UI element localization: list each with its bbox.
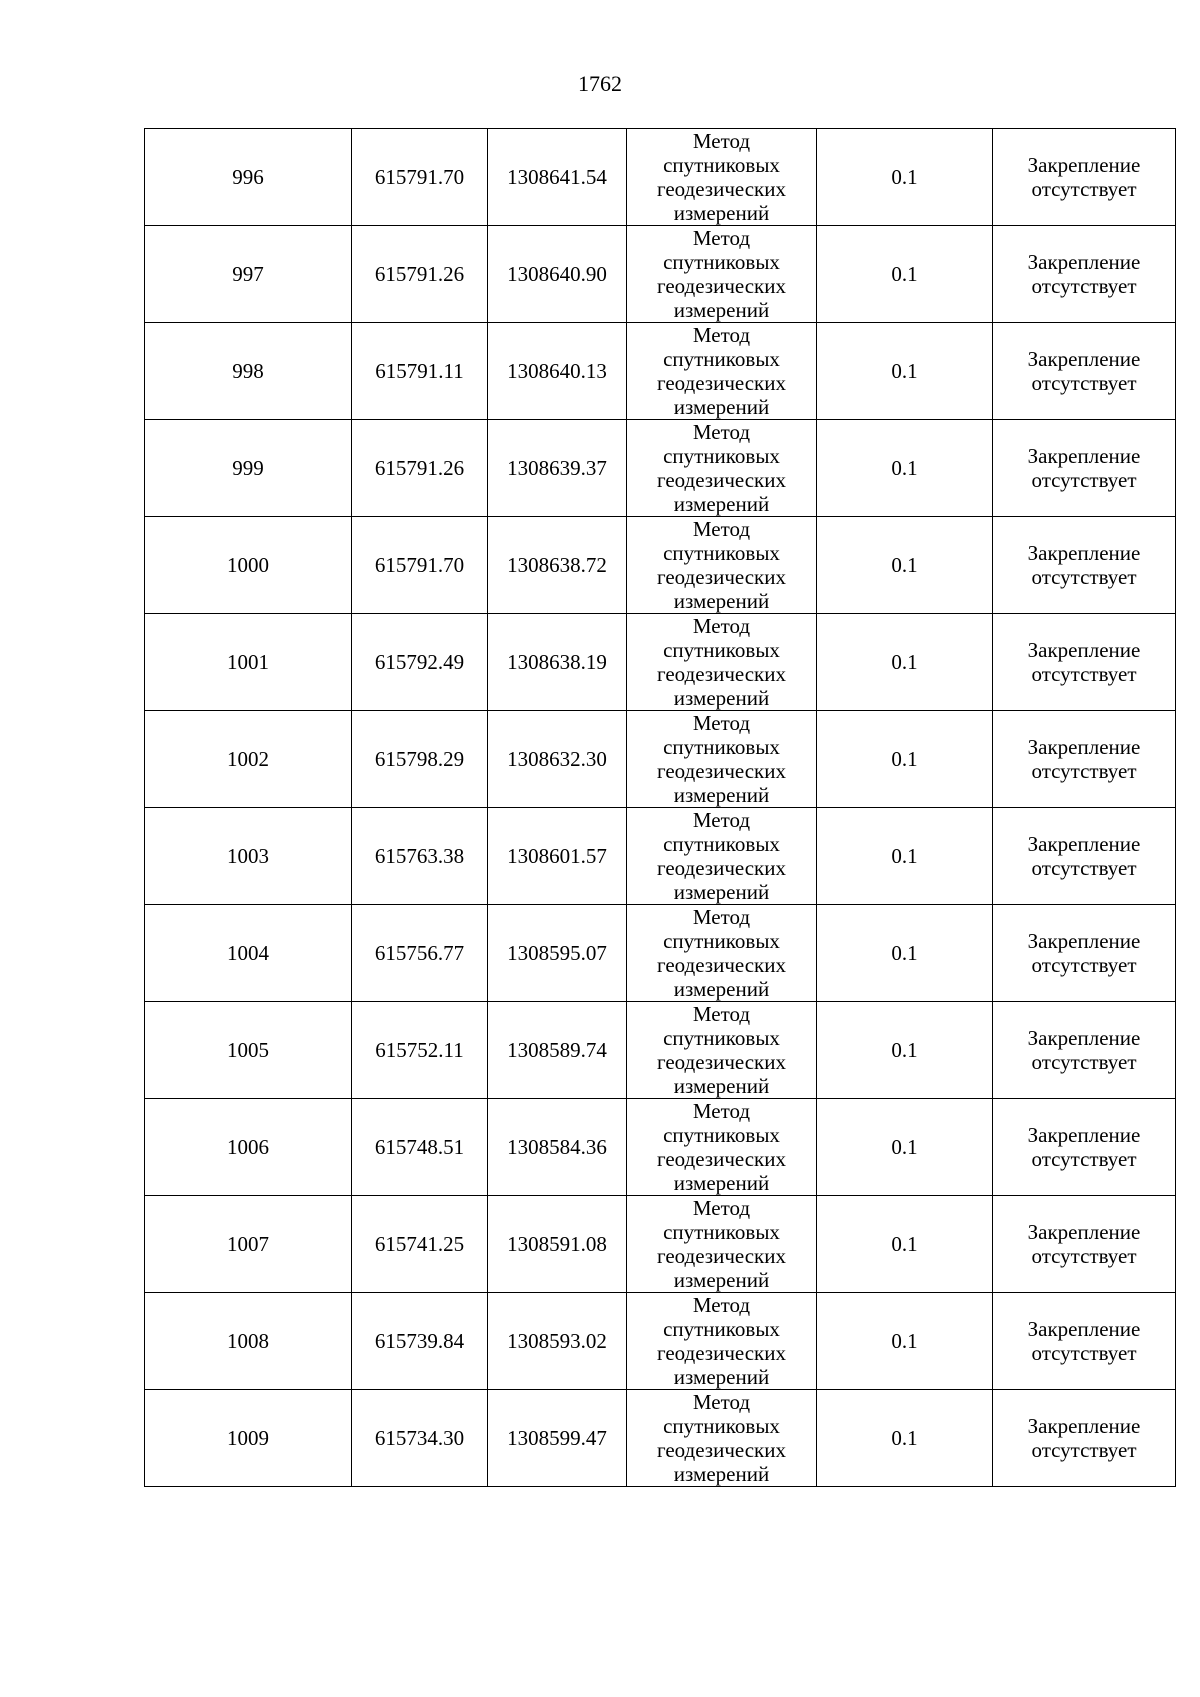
- fixing-text-line: Закрепление: [1027, 1026, 1141, 1050]
- fixing-cell: [993, 517, 1176, 614]
- table-row: [145, 1099, 1176, 1196]
- point-number-cell: 1003: [145, 808, 352, 905]
- fixing-text-line: Закрепление: [1027, 735, 1141, 759]
- method-text-line: спутниковых: [663, 832, 780, 856]
- y-coordinate-cell: 1308641.54: [488, 129, 627, 226]
- fixing-cell: [993, 129, 1176, 226]
- point-number-cell: 1002: [145, 711, 352, 808]
- point-number-cell: 1005: [145, 1002, 352, 1099]
- fixing-cell: [993, 226, 1176, 323]
- method-text-line: геодезических: [656, 1244, 786, 1268]
- method-cell: [627, 808, 817, 905]
- x-coordinate-cell: 615763.38: [352, 808, 488, 905]
- y-coordinate-cell: 1308591.08: [488, 1196, 627, 1293]
- fixing-text-line: Закрепление: [1027, 444, 1141, 468]
- fixing-cell: [993, 323, 1176, 420]
- table-row: [145, 1293, 1176, 1390]
- method-cell: [627, 1293, 817, 1390]
- method-text-line: измерений: [673, 201, 770, 225]
- method-text-line: измерений: [673, 977, 770, 1001]
- fixing-text-line: отсутствует: [1031, 1147, 1137, 1171]
- method-text-line: измерений: [673, 1462, 770, 1486]
- fixing-text-line: отсутствует: [1031, 662, 1137, 686]
- method-text-line: Метод: [692, 711, 751, 735]
- accuracy-cell: 0.1: [817, 129, 993, 226]
- table-row: [145, 420, 1176, 517]
- method-cell: [627, 129, 817, 226]
- method-text-line: спутниковых: [663, 153, 780, 177]
- fixing-text-line: отсутствует: [1031, 1341, 1137, 1365]
- method-text-line: спутниковых: [663, 444, 780, 468]
- fixing-text-line: Закрепление: [1027, 1220, 1141, 1244]
- fixing-cell: [993, 808, 1176, 905]
- fixing-cell: [993, 905, 1176, 1002]
- method-text-line: спутниковых: [663, 1317, 780, 1341]
- x-coordinate-cell: 615791.70: [352, 517, 488, 614]
- method-cell: [627, 1099, 817, 1196]
- method-cell: [627, 420, 817, 517]
- method-text-line: измерений: [673, 1171, 770, 1195]
- x-coordinate-cell: 615792.49: [352, 614, 488, 711]
- y-coordinate-cell: 1308601.57: [488, 808, 627, 905]
- method-cell: [627, 711, 817, 808]
- fixing-text-line: Закрепление: [1027, 1414, 1141, 1438]
- accuracy-cell: 0.1: [817, 808, 993, 905]
- y-coordinate-cell: 1308595.07: [488, 905, 627, 1002]
- accuracy-cell: 0.1: [817, 1293, 993, 1390]
- accuracy-cell: 0.1: [817, 420, 993, 517]
- method-text-line: геодезических: [656, 759, 786, 783]
- method-text-line: геодезических: [656, 371, 786, 395]
- fixing-cell: [993, 1002, 1176, 1099]
- method-text-line: Метод: [692, 905, 751, 929]
- method-text-line: измерений: [673, 686, 770, 710]
- fixing-text-line: отсутствует: [1031, 759, 1137, 783]
- point-number-cell: 998: [145, 323, 352, 420]
- y-coordinate-cell: 1308632.30: [488, 711, 627, 808]
- fixing-cell: [993, 711, 1176, 808]
- table-row: [145, 1002, 1176, 1099]
- accuracy-cell: 0.1: [817, 614, 993, 711]
- page-number: 1762: [578, 71, 622, 96]
- method-text-line: геодезических: [656, 274, 786, 298]
- method-text-line: геодезических: [656, 177, 786, 201]
- table-row: [145, 614, 1176, 711]
- method-text-line: геодезических: [656, 662, 786, 686]
- accuracy-cell: 0.1: [817, 1390, 993, 1487]
- fixing-text-line: отсутствует: [1031, 856, 1137, 880]
- fixing-cell: [993, 1390, 1176, 1487]
- method-text-line: Метод: [692, 323, 751, 347]
- x-coordinate-cell: 615748.51: [352, 1099, 488, 1196]
- fixing-text-line: Закрепление: [1027, 832, 1141, 856]
- y-coordinate-cell: 1308589.74: [488, 1002, 627, 1099]
- point-number-cell: 1009: [145, 1390, 352, 1487]
- method-text-line: измерений: [673, 783, 770, 807]
- method-text-line: Метод: [692, 226, 751, 250]
- x-coordinate-cell: 615752.11: [352, 1002, 488, 1099]
- accuracy-cell: 0.1: [817, 1196, 993, 1293]
- method-cell: [627, 1196, 817, 1293]
- method-text-line: Метод: [692, 1002, 751, 1026]
- method-cell: [627, 1390, 817, 1487]
- coordinates-table: [144, 128, 1176, 1487]
- method-text-line: спутниковых: [663, 929, 780, 953]
- y-coordinate-cell: 1308640.90: [488, 226, 627, 323]
- point-number-cell: 1008: [145, 1293, 352, 1390]
- method-text-line: спутниковых: [663, 541, 780, 565]
- fixing-text-line: отсутствует: [1031, 953, 1137, 977]
- table-row: [145, 905, 1176, 1002]
- table-row: [145, 517, 1176, 614]
- point-number-cell: 1004: [145, 905, 352, 1002]
- fixing-text-line: отсутствует: [1031, 1050, 1137, 1074]
- accuracy-cell: 0.1: [817, 1099, 993, 1196]
- method-text-line: измерений: [673, 492, 770, 516]
- fixing-cell: [993, 614, 1176, 711]
- method-text-line: измерений: [673, 1074, 770, 1098]
- table-row: [145, 323, 1176, 420]
- method-cell: [627, 323, 817, 420]
- method-text-line: Метод: [692, 1293, 751, 1317]
- method-text-line: Метод: [692, 1099, 751, 1123]
- method-text-line: Метод: [692, 1390, 751, 1414]
- method-text-line: геодезических: [656, 565, 786, 589]
- fixing-text-line: Закрепление: [1027, 1317, 1141, 1341]
- method-text-line: Метод: [692, 517, 751, 541]
- method-text-line: спутниковых: [663, 735, 780, 759]
- method-text-line: спутниковых: [663, 347, 780, 371]
- x-coordinate-cell: 615734.30: [352, 1390, 488, 1487]
- point-number-cell: 999: [145, 420, 352, 517]
- table-row: [145, 1196, 1176, 1293]
- method-text-line: измерений: [673, 1268, 770, 1292]
- fixing-text-line: Закрепление: [1027, 929, 1141, 953]
- method-text-line: измерений: [673, 1365, 770, 1389]
- method-text-line: геодезических: [656, 856, 786, 880]
- table-row: [145, 129, 1176, 226]
- table-row: [145, 1390, 1176, 1487]
- fixing-text-line: отсутствует: [1031, 1438, 1137, 1462]
- method-text-line: Метод: [692, 129, 751, 153]
- fixing-text-line: отсутствует: [1031, 1244, 1137, 1268]
- fixing-text-line: Закрепление: [1027, 347, 1141, 371]
- fixing-text-line: отсутствует: [1031, 274, 1137, 298]
- fixing-text-line: отсутствует: [1031, 177, 1137, 201]
- x-coordinate-cell: 615798.29: [352, 711, 488, 808]
- fixing-text-line: Закрепление: [1027, 153, 1141, 177]
- method-text-line: Метод: [692, 614, 751, 638]
- point-number-cell: 996: [145, 129, 352, 226]
- x-coordinate-cell: 615756.77: [352, 905, 488, 1002]
- method-cell: [627, 1002, 817, 1099]
- fixing-text-line: Закрепление: [1027, 638, 1141, 662]
- method-text-line: измерений: [673, 880, 770, 904]
- accuracy-cell: 0.1: [817, 905, 993, 1002]
- method-text-line: спутниковых: [663, 1026, 780, 1050]
- y-coordinate-cell: 1308593.02: [488, 1293, 627, 1390]
- table-row: [145, 226, 1176, 323]
- method-text-line: геодезических: [656, 1050, 786, 1074]
- method-text-line: Метод: [692, 420, 751, 444]
- accuracy-cell: 0.1: [817, 711, 993, 808]
- x-coordinate-cell: 615791.26: [352, 420, 488, 517]
- x-coordinate-cell: 615791.11: [352, 323, 488, 420]
- method-text-line: спутниковых: [663, 1123, 780, 1147]
- table-row: [145, 711, 1176, 808]
- fixing-text-line: Закрепление: [1027, 1123, 1141, 1147]
- point-number-cell: 1001: [145, 614, 352, 711]
- accuracy-cell: 0.1: [817, 323, 993, 420]
- y-coordinate-cell: 1308599.47: [488, 1390, 627, 1487]
- point-number-cell: 1000: [145, 517, 352, 614]
- fixing-text-line: отсутствует: [1031, 565, 1137, 589]
- method-text-line: геодезических: [656, 953, 786, 977]
- accuracy-cell: 0.1: [817, 226, 993, 323]
- accuracy-cell: 0.1: [817, 1002, 993, 1099]
- method-text-line: геодезических: [656, 468, 786, 492]
- y-coordinate-cell: 1308640.13: [488, 323, 627, 420]
- table-body: [145, 129, 1176, 1487]
- fixing-text-line: отсутствует: [1031, 468, 1137, 492]
- fixing-cell: [993, 1196, 1176, 1293]
- method-cell: [627, 517, 817, 614]
- point-number-cell: 1006: [145, 1099, 352, 1196]
- fixing-text-line: отсутствует: [1031, 371, 1137, 395]
- y-coordinate-cell: 1308639.37: [488, 420, 627, 517]
- fixing-cell: [993, 1293, 1176, 1390]
- x-coordinate-cell: 615739.84: [352, 1293, 488, 1390]
- table-row: [145, 808, 1176, 905]
- y-coordinate-cell: 1308638.19: [488, 614, 627, 711]
- method-text-line: спутниковых: [663, 1220, 780, 1244]
- method-cell: [627, 226, 817, 323]
- y-coordinate-cell: 1308584.36: [488, 1099, 627, 1196]
- method-text-line: измерений: [673, 298, 770, 322]
- method-text-line: геодезических: [656, 1341, 786, 1365]
- method-text-line: спутниковых: [663, 1414, 780, 1438]
- y-coordinate-cell: 1308638.72: [488, 517, 627, 614]
- x-coordinate-cell: 615791.26: [352, 226, 488, 323]
- method-text-line: спутниковых: [663, 250, 780, 274]
- x-coordinate-cell: 615741.25: [352, 1196, 488, 1293]
- method-text-line: спутниковых: [663, 638, 780, 662]
- fixing-text-line: Закрепление: [1027, 250, 1141, 274]
- method-cell: [627, 614, 817, 711]
- accuracy-cell: 0.1: [817, 517, 993, 614]
- method-text-line: измерений: [673, 395, 770, 419]
- x-coordinate-cell: 615791.70: [352, 129, 488, 226]
- point-number-cell: 1007: [145, 1196, 352, 1293]
- fixing-cell: [993, 420, 1176, 517]
- method-text-line: измерений: [673, 589, 770, 613]
- method-text-line: Метод: [692, 808, 751, 832]
- fixing-text-line: Закрепление: [1027, 541, 1141, 565]
- point-number-cell: 997: [145, 226, 352, 323]
- method-text-line: геодезических: [656, 1438, 786, 1462]
- method-text-line: Метод: [692, 1196, 751, 1220]
- method-text-line: геодезических: [656, 1147, 786, 1171]
- fixing-cell: [993, 1099, 1176, 1196]
- method-cell: [627, 905, 817, 1002]
